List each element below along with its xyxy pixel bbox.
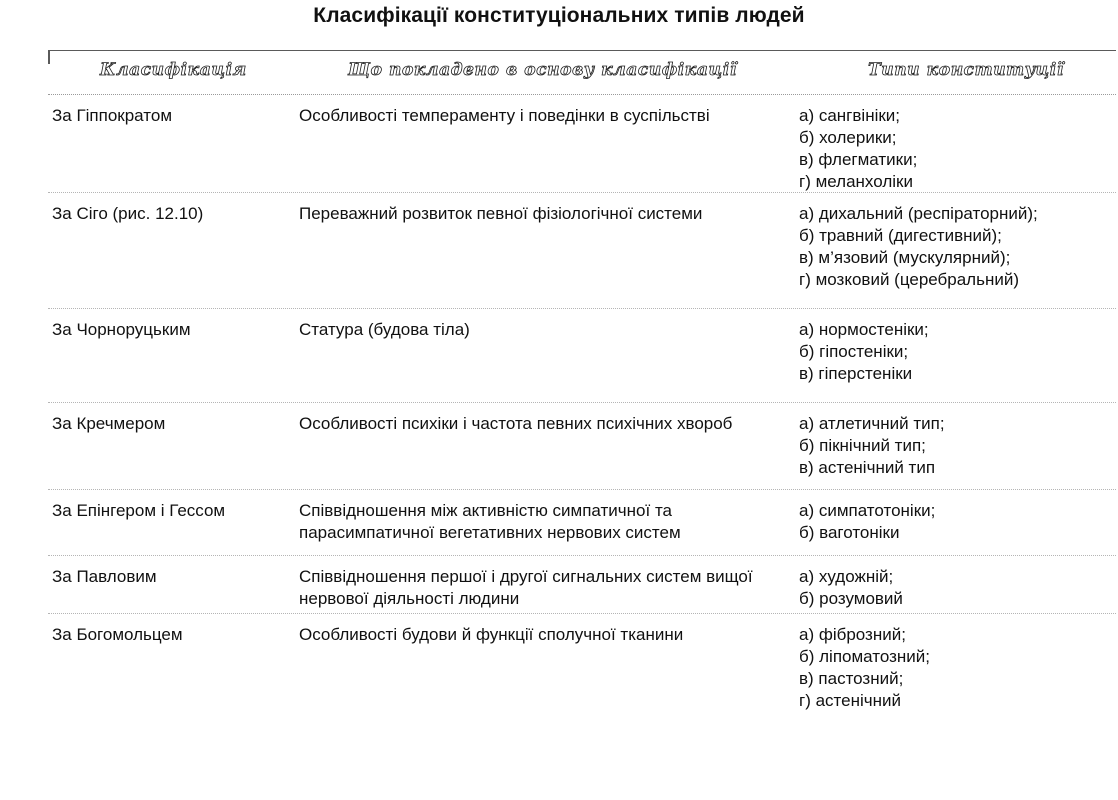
table-row <box>48 556 1116 614</box>
types-cell <box>799 105 1118 193</box>
classification-cell: За Кречмером <box>52 414 166 433</box>
basis-cell: Співвідношення між активністю симпатичної та парасимпатичної вегетативних нервових систем <box>299 501 681 542</box>
type-item: б) ліпоматозний; <box>799 647 931 666</box>
basis-cell: Особливості темпераменту і поведінки в суспільстві <box>299 106 710 125</box>
basis-cell: Особливості будови й функції сполучної тканини <box>299 625 684 644</box>
type-item: г) мозковий (церебральний) <box>799 270 1020 289</box>
types-cell <box>799 566 1118 610</box>
type-item: а) фіброзний; <box>799 625 906 644</box>
header-classification: Класифікація <box>100 60 247 80</box>
type-item: в) астенічний тип <box>799 458 936 477</box>
types-list <box>799 624 1118 712</box>
type-item: в) м’язовий (мускулярний); <box>799 248 1011 267</box>
header-basis: Що покладено в основу класифікації <box>348 60 737 80</box>
types-cell <box>799 319 1118 385</box>
table-row <box>48 193 1116 309</box>
table-row <box>48 309 1116 403</box>
classification-cell: За Сіго (рис. 12.10) <box>52 204 204 223</box>
type-item: б) пікнічний тип; <box>799 436 926 455</box>
basis-cell: Переважний розвиток певної фізіологічної системи <box>299 204 703 223</box>
table-row <box>48 95 1116 193</box>
type-item: а) атлетичний тип; <box>799 414 945 433</box>
table-row <box>48 403 1116 490</box>
table-body <box>48 95 1116 726</box>
type-item: г) астенічний <box>799 691 901 710</box>
type-item: б) розумовий <box>799 589 903 608</box>
basis-cell: Співвідношення першої і другої сигнальних систем вищої нервової діяльності людини <box>299 567 753 608</box>
types-list <box>799 105 1118 193</box>
types-list <box>799 319 1118 385</box>
table-header <box>48 50 1116 95</box>
types-list <box>799 203 1118 291</box>
type-item: б) гіпостеніки; <box>799 342 909 361</box>
header-border-tick <box>48 51 50 64</box>
type-item: а) дихальний (респіраторний); <box>799 204 1038 223</box>
type-item: б) ваготоніки <box>799 523 900 542</box>
classification-cell: За Чорноруцьким <box>52 320 191 339</box>
type-item: а) сангвініки; <box>799 106 901 125</box>
table-row <box>48 614 1116 726</box>
classification-cell: За Богомольцем <box>52 625 183 644</box>
classification-table <box>48 50 1116 726</box>
types-cell <box>799 203 1118 291</box>
type-item: б) холерики; <box>799 128 897 147</box>
type-item: а) художній; <box>799 567 894 586</box>
type-item: б) травний (дигестивний); <box>799 226 1002 245</box>
type-item: г) меланхоліки <box>799 172 913 191</box>
types-cell <box>799 413 1118 479</box>
type-item: в) флегматики; <box>799 150 918 169</box>
types-list <box>799 566 1118 610</box>
classification-cell: За Гіппократом <box>52 106 173 125</box>
type-item: в) гіперстеніки <box>799 364 913 383</box>
types-cell <box>799 500 1118 544</box>
page-title: Класифікації конституціональних типів людей <box>313 4 805 27</box>
classification-cell: За Павловим <box>52 567 157 586</box>
type-item: а) симпатотоніки; <box>799 501 936 520</box>
types-cell <box>799 624 1118 712</box>
types-list <box>799 500 1118 544</box>
type-item: а) нормостеніки; <box>799 320 929 339</box>
table-row <box>48 490 1116 556</box>
basis-cell: Статура (будова тіла) <box>299 320 470 339</box>
classification-cell: За Епінгером і Гессом <box>52 501 226 520</box>
header-types: Типи конституції <box>868 60 1064 80</box>
type-item: в) пастозний; <box>799 669 904 688</box>
types-list <box>799 413 1118 479</box>
basis-cell: Особливості психіки і частота певних психічних хвороб <box>299 414 733 433</box>
